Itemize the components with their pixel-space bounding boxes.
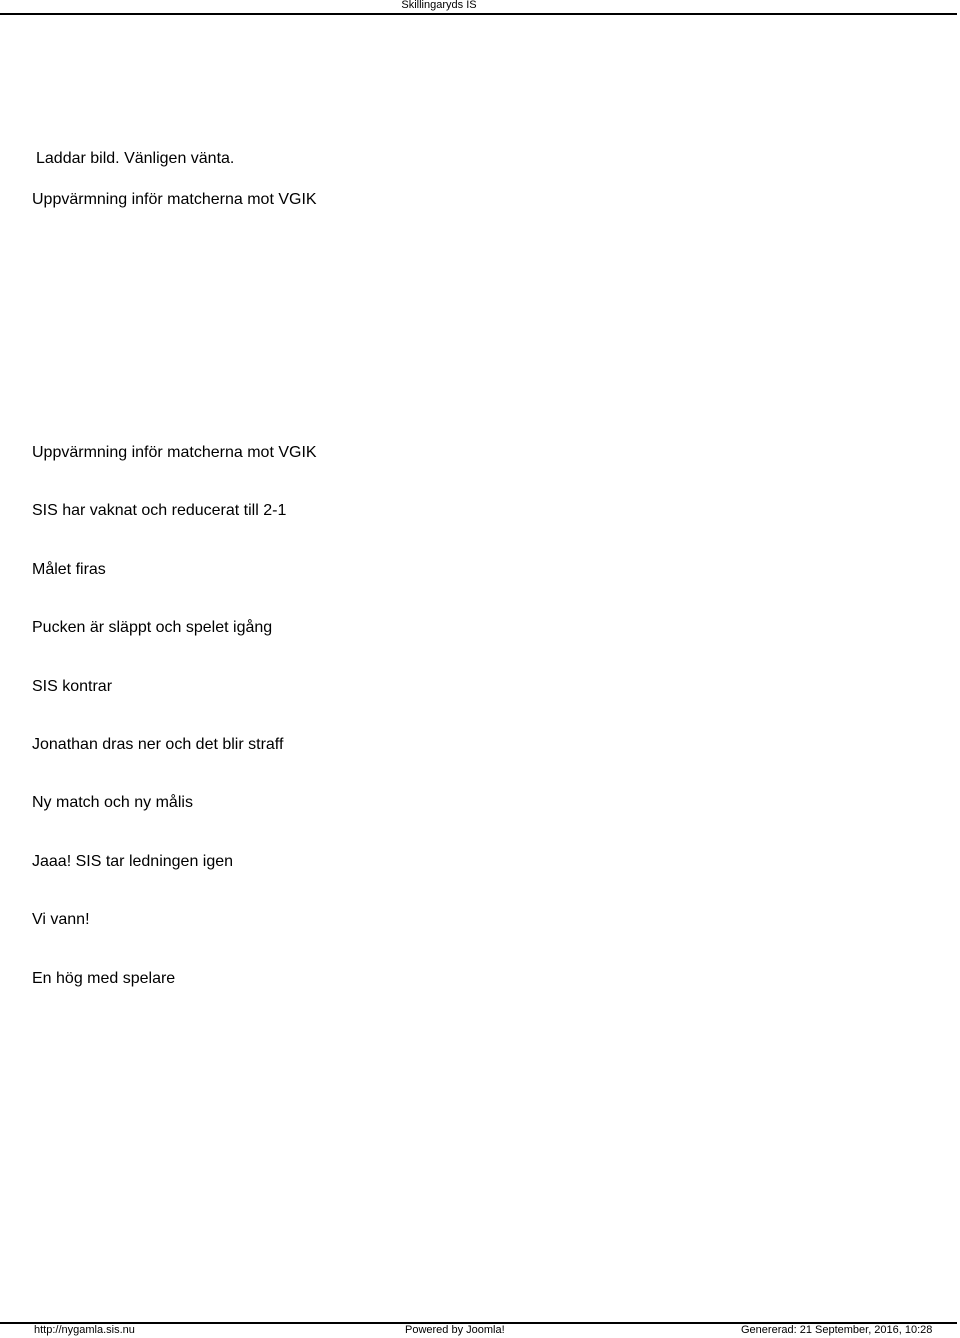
footer-site-url: http://nygamla.sis.nu (34, 1324, 135, 1336)
photo-caption: Vi vann! (32, 911, 90, 929)
header-divider (0, 13, 957, 15)
footer-generated-date: Genererad: 21 September, 2016, 10:28 (741, 1324, 933, 1336)
footer-powered-by: Powered by Joomla! (405, 1324, 505, 1336)
gallery-title: Uppvärmning inför matcherna mot VGIK (32, 191, 317, 208)
photo-caption: Jonathan dras ner och det blir straff (32, 735, 284, 753)
image-loading-message: Laddar bild. Vänligen vänta. (36, 150, 235, 167)
photo-caption: SIS kontrar (32, 677, 113, 695)
photo-caption-list (32, 444, 317, 1028)
photo-caption: Jaaa! SIS tar ledningen igen (32, 852, 234, 870)
photo-caption: Pucken är släppt och spelet igång (32, 619, 273, 637)
photo-caption: En hög med spelare (32, 969, 176, 987)
photo-caption: Målet firas (32, 560, 106, 578)
site-title: Skillingaryds IS (401, 0, 477, 11)
photo-caption: SIS har vaknat och reducerat till 2-1 (32, 502, 287, 520)
photo-caption: Uppvärmning inför matcherna mot VGIK (32, 444, 317, 461)
photo-caption: Ny match och ny målis (32, 794, 193, 812)
